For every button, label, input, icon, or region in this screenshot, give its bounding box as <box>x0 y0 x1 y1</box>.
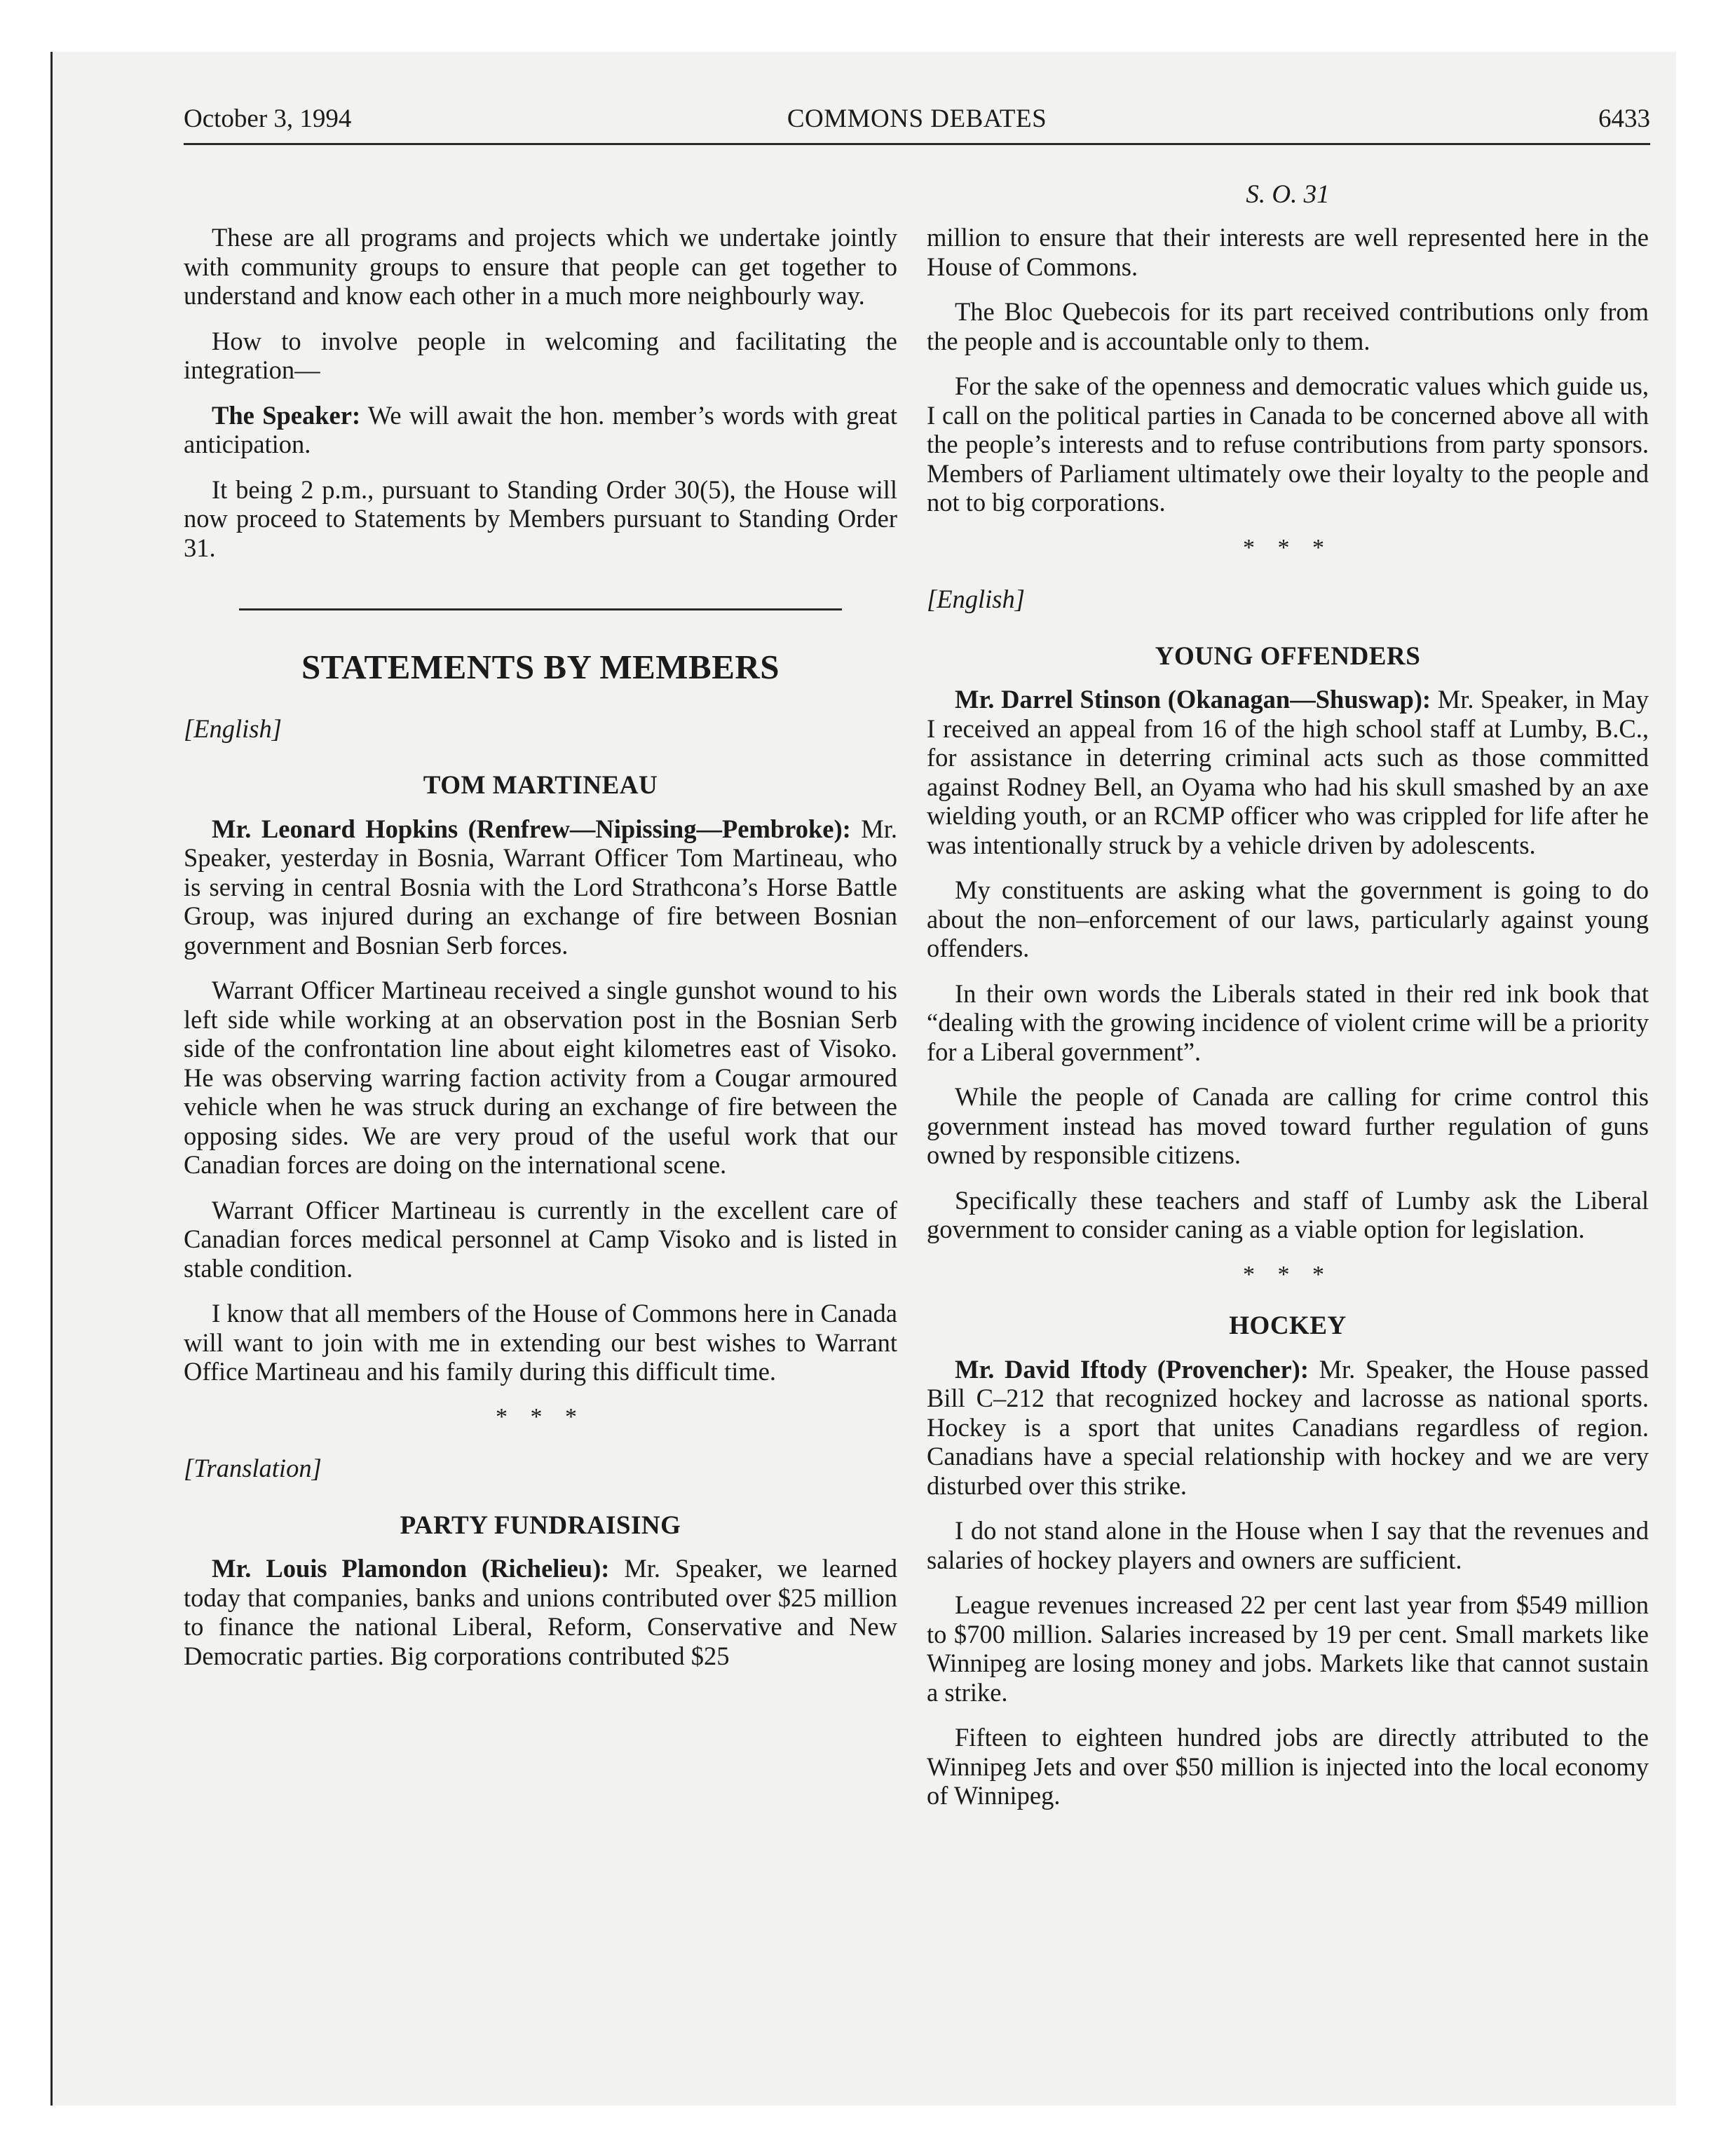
speaker-name: Mr. David Iftody (Provencher): <box>955 1354 1309 1384</box>
paragraph: The Bloc Quebecois for its part received contributions only from the people and is accountable only to them. <box>927 297 1649 355</box>
header-date: October 3, 1994 <box>184 104 352 133</box>
paragraph: My constituents are asking what the government is going to do about the non–enforcement of our laws, particularly against young offenders. <box>927 875 1649 962</box>
header-page-number: 6433 <box>1598 104 1650 133</box>
header-rule <box>184 143 1650 145</box>
paragraph: How to involve people in welcoming and facilitating the integration— <box>184 326 897 384</box>
left-column <box>184 223 897 1686</box>
running-header <box>184 104 1650 146</box>
speaker-name: Mr. Darrel Stinson (Okanagan—Shuswap): <box>955 685 1431 714</box>
paragraph <box>927 685 1649 859</box>
paragraph: million to ensure that their interests are well represented here in the House of Commons. <box>927 223 1649 281</box>
separator-stars: * * * <box>496 1403 585 1430</box>
speaker-text: Mr. Speaker, the House passed Bill C–212 that recognized hockey and lacrosse as national sports. Hockey is a sport that unites Canadians regardless of region. Canadians have a special relationship with hockey and we are very disturbed over this strike. <box>927 1354 1649 1500</box>
paragraph: Warrant Officer Martineau is currently in the excellent care of Canadian forces medical personnel at Camp Visoko and is listed in stable condition. <box>184 1195 897 1283</box>
paragraph: In their own words the Liberals stated in their red ink book that “dealing with the growing incidence of violent crime will be a priority for a Liberal government”. <box>927 978 1649 1066</box>
separator-stars: * * * <box>1243 534 1333 561</box>
paragraph: Fifteen to eighteen hundred jobs are directly attributed to the Winnipeg Jets and over $50 million is injected into the local economy of Winnipeg. <box>927 1723 1649 1810</box>
paragraph: It being 2 p.m., pursuant to Standing Order 30(5), the House will now proceed to Statements by Members pursuant to Standing Order 31. <box>184 475 897 562</box>
speaker-name: Mr. Louis Plamondon (Richelieu): <box>212 1554 610 1583</box>
section-separator <box>239 608 842 610</box>
paragraph: Specifically these teachers and staff of Lumby ask the Liberal government to consider caning as a viable option for legislation. <box>927 1185 1649 1243</box>
section-heading: STATEMENTS BY MEMBERS <box>301 648 780 686</box>
separator-stars: * * * <box>1243 1261 1333 1288</box>
statement-heading: PARTY FUNDRAISING <box>400 1510 681 1540</box>
statement-heading: YOUNG OFFENDERS <box>1155 641 1421 671</box>
section-tag: S. O. 31 <box>1246 180 1330 209</box>
speaker-name: Mr. Leonard Hopkins (Renfrew—Nipissing—Pembroke): <box>212 814 851 843</box>
statement-heading: TOM MARTINEAU <box>423 771 658 800</box>
paragraph: I know that all members of the House of Commons here in Canada will want to join with me in extending our best wishes to Warrant Office Martineau and his family during this difficult time. <box>184 1299 897 1386</box>
paragraph: League revenues increased 22 per cent last year from $549 million to $700 million. Salaries increased by 19 per cent. Small markets like Winnipeg are losing money and jobs. Markets like that cannot sustain a strike. <box>927 1590 1649 1707</box>
language-note: [English] <box>927 585 1025 613</box>
paragraph <box>927 1355 1649 1501</box>
paragraph: Warrant Officer Martineau received a single gunshot wound to his left side while working at an observation post in the Bosnian Serb side of the confrontation line about eight kilometres east of Visoko. He was observing warring faction activity from a Cougar armoured vehicle when he was struck during an exchange of fire between the opposing sides. We are very proud of the useful work that our Canadian forces are doing on the international scene. <box>184 976 897 1179</box>
paragraph: While the people of Canada are calling for crime control this government instead has moved toward further regulation of guns owned by responsible citizens. <box>927 1082 1649 1169</box>
language-note: [English] <box>184 714 282 743</box>
paragraph <box>184 401 897 459</box>
right-column <box>927 223 1649 1827</box>
paragraph: These are all programs and projects which we undertake jointly with community groups to ensure that people can get together to understand and know each other in a much more neighbourly way. <box>184 223 897 310</box>
paragraph <box>184 1554 897 1670</box>
speaker-name: The Speaker: <box>212 400 361 430</box>
speaker-text: Mr. Speaker, we learned today that companies, banks and unions contributed over $25 million to finance the national Liberal, Reform, Conservative and New Democratic parties. Big corporations contributed $25 <box>184 1554 897 1670</box>
header-publication: COMMONS DEBATES <box>787 104 1047 133</box>
speaker-text: Mr. Speaker, in May I received an appeal from 16 of the high school staff at Lumby, B.C., for assistance in deterring criminal acts such as those committed against Rodney Bell, an Oyama who had his skull smashed by an axe wielding youth, or an RCMP officer who was crippled for life after he was intentionally struck by a vehicle driven by adolescents. <box>927 685 1649 859</box>
speaker-text: Mr. Speaker, yesterday in Bosnia, Warrant Officer Tom Martineau, who is serving in central Bosnia with the Lord Strathcona’s Horse Battle Group, was injured during an exchange of fire between Bosnian government and Bosnian Serb forces. <box>184 814 897 960</box>
language-note: [Translation] <box>184 1454 322 1482</box>
paragraph: For the sake of the openness and democratic values which guide us, I call on the political parties in Canada to be concerned above all with the people’s interests and to refuse contributions from party sponsors. Members of Parliament ultimately owe their loyalty to the people and not to big corporations. <box>927 371 1649 517</box>
paragraph: I do not stand alone in the House when I say that the revenues and salaries of hockey players and owners are sufficient. <box>927 1516 1649 1574</box>
speaker-text: We will await the hon. member’s words with great anticipation. <box>184 400 898 458</box>
paragraph <box>184 814 897 960</box>
statement-heading: HOCKEY <box>1229 1311 1347 1340</box>
